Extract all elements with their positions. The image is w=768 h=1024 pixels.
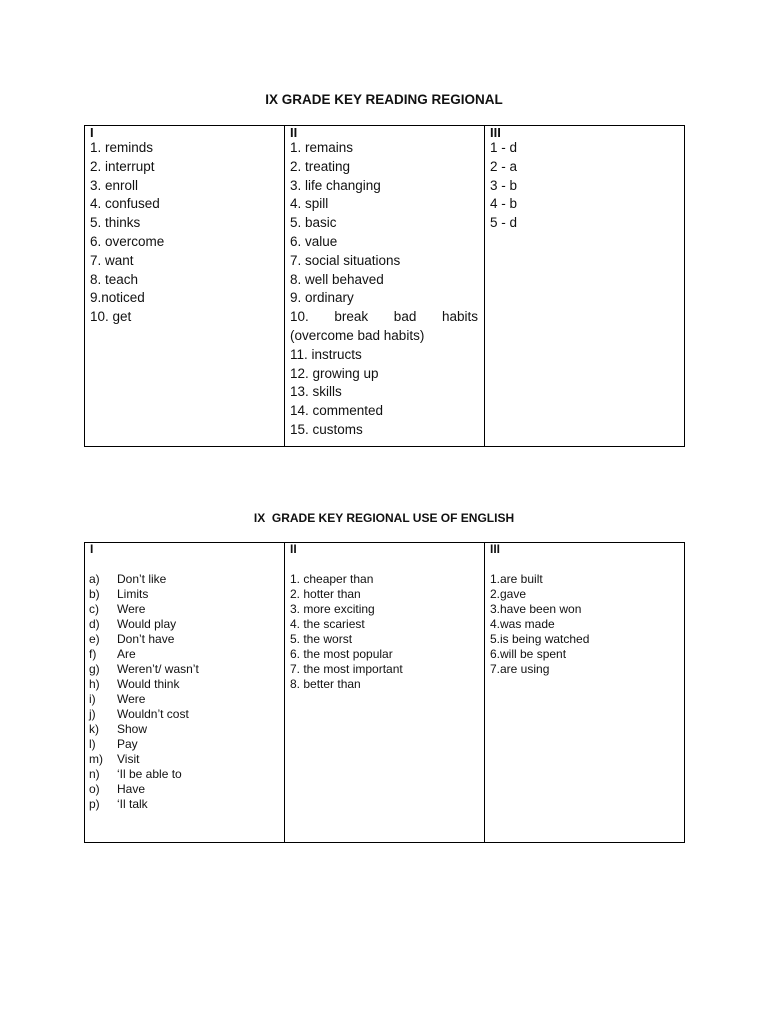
answer-item: (overcome bad habits) — [290, 327, 425, 343]
item-text: Would play — [117, 617, 177, 631]
answer-list — [85, 139, 284, 327]
answer-item: 2 - a — [490, 158, 518, 174]
answer-item: 7.are using — [490, 662, 550, 676]
answer-item: 7. the most important — [290, 662, 403, 676]
answer-item: 3. life changing — [290, 177, 381, 193]
item-text: Show — [117, 722, 148, 736]
answer-item: 10. break bad habits — [290, 309, 478, 325]
item-letter: j) — [89, 707, 96, 721]
item-text: ‘Il talk — [117, 797, 148, 811]
answer-item: 2. interrupt — [90, 158, 155, 174]
answer-item — [89, 587, 284, 602]
item-letter: i) — [89, 692, 96, 706]
answer-item: 1 - d — [490, 140, 518, 155]
answer-item — [89, 662, 284, 677]
answer-list — [485, 572, 684, 677]
answer-item — [89, 767, 284, 782]
answer-item: 5 - d — [490, 215, 518, 231]
answer-item: 4. confused — [90, 196, 160, 212]
answer-item: 1. remains — [290, 140, 354, 155]
answer-item: 1.are built — [490, 572, 543, 586]
answer-list — [285, 572, 484, 692]
answer-item: 10. get — [90, 309, 132, 325]
answer-item: 9.noticed — [90, 290, 145, 306]
item-letter: o) — [89, 782, 100, 796]
answer-list — [485, 139, 684, 233]
item-text: Would think — [117, 677, 180, 691]
item-letter: k) — [89, 722, 99, 736]
item-letter: p) — [89, 797, 100, 811]
item-text: Limits — [117, 587, 149, 601]
answer-item: 5. thinks — [90, 215, 141, 231]
answer-item: 4 - b — [490, 196, 518, 212]
use-of-english-column-ii — [285, 543, 485, 843]
item-letter: f) — [89, 647, 97, 661]
column-header: II — [290, 542, 297, 556]
answer-item: 13. skills — [290, 384, 342, 400]
answer-item: 1. cheaper than — [290, 572, 374, 586]
item-text: Were — [117, 602, 146, 616]
use-of-english-key-table — [84, 542, 685, 843]
item-letter: n) — [89, 767, 100, 781]
item-letter: b) — [89, 587, 100, 601]
answer-item — [89, 632, 284, 647]
reading-key-table — [84, 125, 685, 447]
item-text: Visit — [117, 752, 140, 766]
reading-column-iii — [485, 126, 685, 447]
answer-item: 5. basic — [290, 215, 337, 231]
answer-item: 11. instructs — [290, 346, 362, 362]
answer-item: 5.is being watched — [490, 632, 590, 646]
reading-key-title: IX GRADE KEY READING REGIONAL — [265, 92, 503, 107]
answer-item: 8. well behaved — [290, 271, 384, 287]
column-header: III — [490, 125, 501, 140]
answer-list — [285, 139, 484, 440]
answer-item: 4. the scariest — [290, 617, 365, 631]
use-of-english-key-title: IX GRADE KEY REGIONAL USE OF ENGLISH — [253, 511, 515, 525]
answer-item — [89, 602, 284, 617]
answer-item: 8. teach — [90, 271, 139, 287]
answer-item: 9. ordinary — [290, 290, 354, 306]
answer-item: 4. spill — [290, 196, 329, 212]
answer-item — [89, 692, 284, 707]
item-text: Don’t have — [117, 632, 175, 646]
item-letter: m) — [89, 752, 103, 766]
answer-item: 6. overcome — [90, 233, 165, 249]
item-letter: g) — [89, 662, 100, 676]
answer-item: 14. commented — [290, 403, 384, 419]
answer-item — [89, 782, 284, 797]
answer-item: 6. value — [290, 233, 338, 249]
answer-item — [89, 572, 284, 587]
item-letter: d) — [89, 617, 100, 631]
item-text: Were — [117, 692, 146, 706]
answer-list — [85, 572, 284, 812]
answer-item: 3. more exciting — [290, 602, 375, 616]
answer-item — [89, 722, 284, 737]
answer-item: 15. customs — [290, 421, 363, 437]
answer-item: 7. want — [90, 252, 134, 268]
column-header: III — [490, 542, 501, 556]
answer-item: 2. hotter than — [290, 587, 361, 601]
item-text: Wouldn’t cost — [117, 707, 189, 721]
item-letter: h) — [89, 677, 100, 691]
item-text: Don’t like — [117, 572, 167, 586]
reading-column-i — [85, 126, 285, 447]
answer-item: 7. social situations — [290, 252, 401, 268]
answer-item: 2.gave — [490, 587, 527, 601]
answer-item: 8. better than — [290, 677, 361, 691]
use-of-english-column-i — [85, 543, 285, 843]
answer-item — [89, 797, 284, 812]
answer-item: 2. treating — [290, 158, 351, 174]
item-letter: l) — [89, 737, 96, 751]
item-text: Pay — [117, 737, 138, 751]
answer-item: 5. the worst — [290, 632, 353, 646]
item-text: ‘Il be able to — [117, 767, 182, 781]
answer-item — [89, 707, 284, 722]
answer-item: 3. enroll — [90, 177, 139, 193]
item-text: Have — [117, 782, 146, 796]
reading-column-ii — [285, 126, 485, 447]
answer-item — [89, 617, 284, 632]
item-letter: a) — [89, 572, 100, 586]
answer-item: 6.will be spent — [490, 647, 567, 661]
answer-item: 3.have been won — [490, 602, 582, 616]
use-of-english-column-iii — [485, 543, 685, 843]
answer-item: 6. the most popular — [290, 647, 393, 661]
answer-item — [89, 647, 284, 662]
column-header: I — [90, 125, 94, 140]
answer-item: 1. reminds — [90, 140, 154, 155]
answer-item: 12. growing up — [290, 365, 379, 381]
column-header: II — [290, 125, 298, 140]
item-letter: e) — [89, 632, 100, 646]
item-text: Weren’t/ wasn’t — [117, 662, 199, 676]
answer-item — [89, 677, 284, 692]
column-header: I — [90, 542, 94, 556]
answer-item — [89, 752, 284, 767]
item-text: Are — [117, 647, 136, 661]
item-letter: c) — [89, 602, 99, 616]
answer-item — [89, 737, 284, 752]
answer-item: 4.was made — [490, 617, 555, 631]
answer-item: 3 - b — [490, 177, 518, 193]
